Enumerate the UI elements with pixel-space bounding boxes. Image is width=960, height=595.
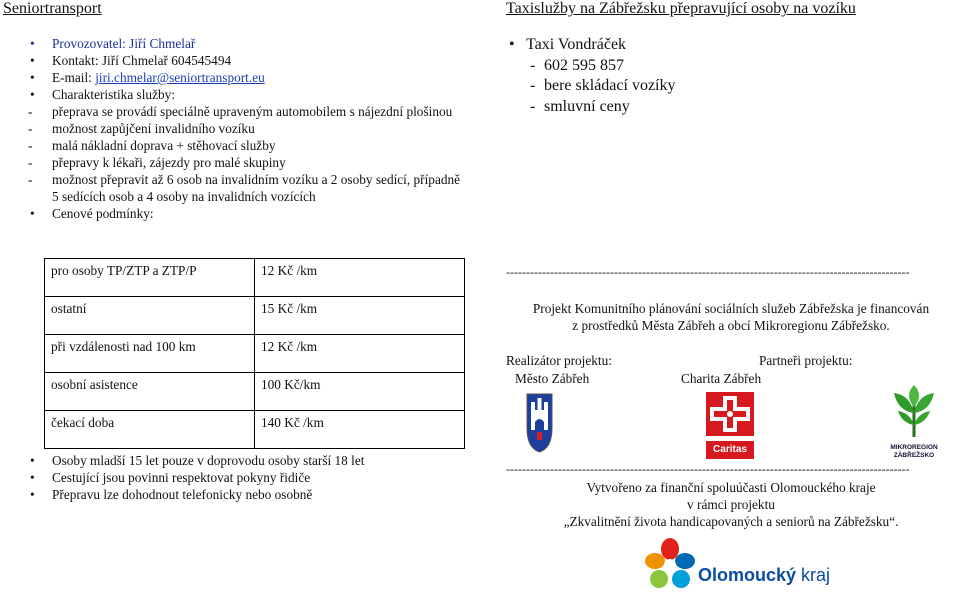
price-value-cell: 12 Kč /km — [255, 335, 465, 373]
dash-marker: - — [28, 155, 33, 170]
table-row — [45, 373, 465, 411]
bullet-icon: • — [30, 453, 35, 468]
partners-label: Partneři projektu: — [759, 353, 853, 368]
bullet-icon: • — [30, 70, 35, 85]
zabreh-coat-of-arms-icon — [526, 392, 553, 454]
partner-name: Charita Zábřeh — [681, 371, 762, 386]
service-text: přepravy k lékaři, zájezdy pro malé skupiny — [52, 155, 286, 170]
service-item — [0, 103, 457, 120]
caritas-logo — [706, 392, 754, 454]
service-text: možnost přepravit až 6 osob na invalidním vozíku a 2 osoby sedící, případně 5 sedících osob a 4 osoby na invalidních vozících — [52, 172, 461, 204]
service-text: přeprava se provádí speciálně upraveným automobilem s nájezdní plošinou — [52, 104, 453, 119]
implementer-label: Realizátor projektu: — [506, 353, 612, 368]
dash-marker: - — [530, 56, 536, 74]
taxi-block — [509, 35, 809, 117]
info-list — [0, 35, 480, 222]
mikroregion-leaves-icon — [884, 385, 944, 439]
olomoucky-text: Olomoucký — [698, 565, 797, 585]
price-value-cell: 15 Kč /km — [255, 297, 465, 335]
taxi-phone: 602 595 857 — [544, 56, 624, 74]
project-line: Projekt Komunitního plánování sociálních služeb Zábřežska je financován — [532, 301, 930, 316]
right-heading: Taxislužby na Zábřežsku přepravující osoby na vozíku — [506, 0, 856, 17]
project-info — [496, 300, 960, 334]
service-text: možnost zapůjčení invalidního vozíku — [52, 121, 255, 136]
taxi-detail-item — [509, 56, 809, 77]
operator-item — [0, 35, 480, 52]
olomoucky-kraj-petals-icon — [644, 537, 696, 593]
taxi-detail-text: smluvní ceny — [544, 97, 630, 115]
mikroregion-wordmark: MIKROREGION ZÁBŘEŽSKO — [890, 444, 938, 459]
table-row — [45, 259, 465, 297]
email-label: E-mail: — [52, 70, 96, 85]
created-line: Vytvořeno za finanční spoluúčasti Olomouckého kraje — [586, 480, 876, 495]
notes-list — [0, 452, 480, 503]
service-item — [0, 120, 480, 137]
dash-marker: - — [530, 97, 536, 115]
service-item — [0, 154, 480, 171]
price-value-cell: 100 Kč/km — [255, 373, 465, 411]
table-row — [45, 411, 465, 449]
note-text: Osoby mladší 15 let pouze v doprovodu osoby starší 18 let — [52, 453, 365, 468]
price-label-cell: osobní asistence — [45, 373, 255, 411]
taxi-detail-item — [509, 97, 809, 118]
project-line: z prostředků Města Zábřeh a obcí Mikroregionu Zábřežsko. — [572, 318, 890, 333]
taxi-name-item — [509, 35, 809, 56]
characteristics-item — [0, 86, 480, 103]
taxi-detail-text: bere skládací vozíky — [544, 77, 676, 94]
left-heading: Seniortransport — [3, 0, 102, 17]
price-label-cell: čekací doba — [45, 411, 255, 449]
price-label-cell: ostatní — [45, 297, 255, 335]
price-label-cell: pro osoby TP/ZTP a ZTP/P — [45, 259, 255, 297]
dash-marker: - — [28, 121, 33, 136]
note-item — [0, 469, 480, 486]
bullet-icon: • — [30, 470, 35, 485]
caritas-wordmark: Caritas — [706, 441, 754, 459]
price-conditions-label: Cenové podmínky: — [52, 206, 154, 221]
caritas-cross-icon — [706, 392, 754, 436]
dashed-divider: ----------------------------------------------------------------------------------------------------- — [506, 462, 910, 476]
email-link[interactable]: jiri.chmelar@seniortransport.eu — [95, 70, 265, 85]
bullet-icon: • — [30, 36, 35, 51]
dash-marker: - — [28, 172, 33, 187]
table-row — [45, 335, 465, 373]
olomoucky-kraj-logo — [640, 537, 840, 593]
price-label-cell: při vzdálenosti nad 100 km — [45, 335, 255, 373]
bullet-icon: • — [509, 36, 515, 53]
service-item — [0, 171, 467, 205]
price-value-cell: 140 Kč /km — [255, 411, 465, 449]
created-line: v rámci projektu — [687, 497, 775, 512]
operator-text: Provozovatel: Jiří Chmelař — [52, 36, 196, 51]
implementer-name: Město Zábřeh — [515, 371, 590, 386]
bullet-icon: • — [30, 206, 35, 221]
olomoucky-kraj-wordmark — [698, 565, 830, 586]
taxi-name: Taxi Vondráček — [526, 36, 627, 53]
bullet-icon: • — [30, 87, 35, 102]
email-item — [0, 69, 480, 86]
mikroregion-logo — [884, 385, 944, 457]
service-item — [0, 137, 480, 154]
bullet-icon: • — [30, 53, 35, 68]
note-item — [0, 452, 480, 469]
dash-marker: - — [28, 104, 33, 119]
created-info — [496, 479, 960, 530]
table-row — [45, 297, 465, 335]
taxi-detail-item — [509, 76, 809, 97]
note-text: Přepravu lze dohodnout telefonicky nebo osobně — [52, 487, 313, 502]
created-line: „Zkvalitnění života handicapovaných a seniorů na Zábřežsku“. — [563, 514, 899, 529]
note-item — [0, 486, 480, 503]
price-conditions-item — [0, 205, 480, 222]
dash-marker: - — [530, 77, 536, 94]
kraj-text: kraj — [801, 565, 831, 585]
price-table — [44, 258, 465, 449]
price-value-cell: 12 Kč /km — [255, 259, 465, 297]
contact-text: Kontakt: Jiří Chmelař 604545494 — [52, 53, 232, 68]
dashed-divider: ----------------------------------------------------------------------------------------------------- — [506, 265, 910, 279]
contact-item — [0, 52, 480, 69]
service-text: malá nákladní doprava + stěhovací služby — [52, 138, 276, 153]
dash-marker: - — [28, 138, 33, 153]
bullet-icon: • — [30, 487, 35, 502]
note-text: Cestující jsou povinni respektovat pokyny řidiče — [52, 470, 311, 485]
characteristics-label: Charakteristika služby: — [52, 87, 175, 102]
